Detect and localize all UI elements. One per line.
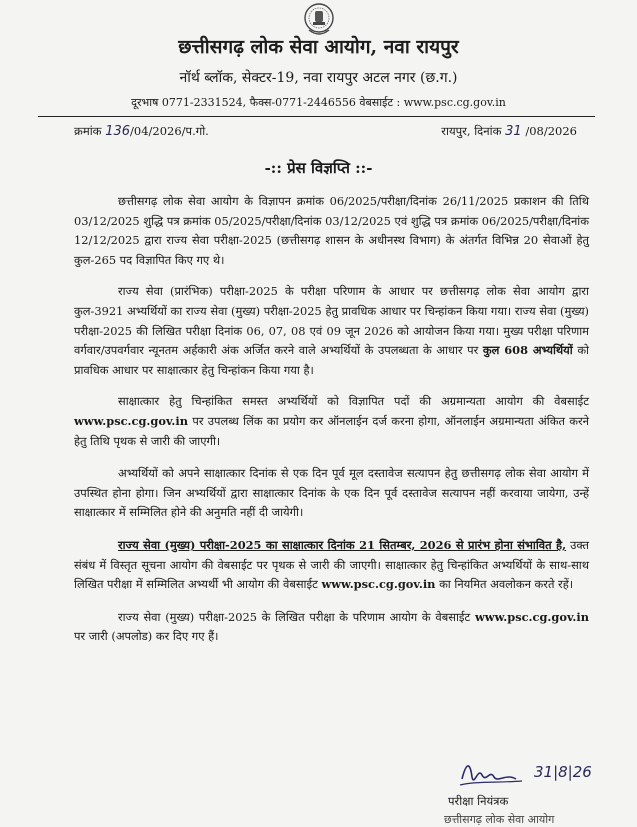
- p2-text-b: को प्रावधिक आधार पर साक्षात्कार हेतु चिन्हांकन किया गया है।: [74, 343, 590, 377]
- signatory-designation: परीक्षा नियंत्रक: [448, 794, 509, 808]
- commission-address: नॉर्थ ब्लॉक, सेक्टर-19, नवा रायपुर अटल नगर (छ.ग.): [179, 70, 458, 86]
- press-release-title: -:: प्रेस विज्ञप्ति ::-: [264, 159, 373, 177]
- paragraph-results-upload: [74, 608, 589, 647]
- reference-number-handwritten: 136: [105, 124, 131, 139]
- p2-text-a: राज्य सेवा (प्रारंभिक) परीक्षा-2025 के परीक्षा परिणाम के आधार पर छत्तीसगढ़ लोक सेवा आयोग द्वारा कुल-3921 अभ्यर्थियों का राज्य सेवा (मुख्य) परीक्षा-2025 हेतु प्रावधिक आधार पर चिन्हांकन किया गया। राज्य सेवा (मुख्य) परीक्षा-2025 की लिखित परीक्षा दिनांक 06, 07, 08 एवं 09 जून 2026 को आयोजन किया गया। मुख्य परीक्षा परिणाम वर्गवार/उपवर्गवार न्यूनतम अर्हकारी अंक अर्जित करने वाले अभ्यर्थियों के उपलब्धता के आधार पर: [74, 284, 589, 358]
- commission-name: छत्तीसगढ़ लोक सेवा आयोग, नवा रायपुर: [178, 36, 459, 58]
- p5-website-link[interactable]: www.psc.cg.gov.in: [321, 577, 436, 592]
- signature-date: 31|8|26: [534, 763, 592, 781]
- reference-number-suffix: /04/2026/प.गो.: [130, 124, 209, 138]
- reference-date-suffix: /08/2026: [525, 124, 577, 138]
- paragraph-document-verification: अभ्यर्थियों को अपने साक्षात्कार दिनांक से एक दिन पूर्व मूल दस्तावेज सत्यापन हेतु छत्तीसगढ़ लोक सेवा आयोग में उपस्थित होना होगा। जिन अभ्यर्थियों द्वारा साक्षात्कार दिनांक के एक दिन पूर्व दस्तावेज सत्यापन नहीं करवाया जायेगा, उन्हें साक्षात्कार में सम्मिलित होने की अनुमति नहीं दी जायेगी।: [74, 466, 589, 520]
- paragraph-exam-results: [74, 282, 589, 380]
- reference-date: [441, 124, 577, 139]
- p5-text-a: उक्त संबंध में विस्तृत सूचना आयोग की वेबसाईट पर पृथक से जारी की जाएगी। साक्षात्कार हेतु चिन्हांकित अभ्यर्थियों के साथ-साथ लिखित परीक्षा में सम्मिलित अभ्यर्थी भी आयोग की वेबसाईट: [74, 537, 589, 592]
- paragraph-interview-date: [74, 536, 589, 595]
- p6-text-a: राज्य सेवा (मुख्य) परीक्षा-2025 के लिखित परीक्षा के परिणाम आयोग के वेबसाईट: [118, 609, 471, 624]
- reference-date-prefix: रायपुर, दिनांक: [441, 124, 502, 138]
- reference-number-prefix: क्रमांक: [74, 124, 102, 138]
- header-divider: [38, 116, 595, 117]
- signature-icon: [456, 757, 526, 793]
- reference-date-handwritten: 31: [505, 124, 522, 139]
- paragraph-preference: [74, 392, 589, 451]
- signature-block: [444, 757, 608, 826]
- signatory-organization: छत्तीसगढ़ लोक सेवा आयोग: [444, 813, 555, 826]
- p5-text-b: का नियमित अवलोकन करते रहें।: [439, 577, 574, 592]
- p3-text-b: पर उपलब्ध लिंक का प्रयोग कर ऑनलाईन दर्ज करना होगा, ऑनलाईन अग्रमान्यता अंकित करने हेतु तिथि पृथक से जारी की जाएगी।: [74, 413, 589, 448]
- press-release-body: [74, 192, 589, 660]
- p6-website-link[interactable]: www.psc.cg.gov.in: [475, 609, 589, 624]
- reference-number: [74, 124, 209, 139]
- p6-text-b: पर जारी (अपलोड) कर दिए गए हैं।: [74, 629, 219, 644]
- p3-text-a: साक्षात्कार हेतु चिन्हांकित समस्त अभ्यर्थियों को विज्ञापित पदों की अग्रमान्यता आयोग की वेबसाईट: [118, 394, 589, 409]
- p5-interview-notice: राज्य सेवा (मुख्य) परीक्षा-2025 का साक्षात्कार दिनांक 21 सितम्बर, 2026 से प्रारंभ होना संभावित है,: [118, 537, 567, 552]
- commission-contact: दूरभाष 0771-2331524, फैक्स-0771-2446556 वेबसाईट : www.psc.cg.gov.in: [131, 96, 506, 109]
- p2-candidate-count: कुल 608 अभ्यर्थियों: [482, 343, 573, 358]
- paragraph-advertisement: छत्तीसगढ़ लोक सेवा आयोग के विज्ञापन क्रमांक 06/2025/परीक्षा/दिनांक 26/11/2025 प्रकाशन की तिथि 03/12/2025 शुद्धि पत्र क्रमांक 05/2025/परीक्षा/दिनांक 03/12/2025 एवं शुद्धि पत्र क्रमांक 06/2025/परीक्षा/दिनांक 12/12/2025 द्वारा राज्य सेवा परीक्षा-2025 (छत्तीसगढ़ शासन के अधीनस्थ विभाग) के अंतर्गत विभिन्न 20 सेवाओं हेतु कुल-265 पद विज्ञापित किए गए थे।: [74, 194, 589, 267]
- p3-website-link[interactable]: www.psc.cg.gov.in: [74, 413, 188, 428]
